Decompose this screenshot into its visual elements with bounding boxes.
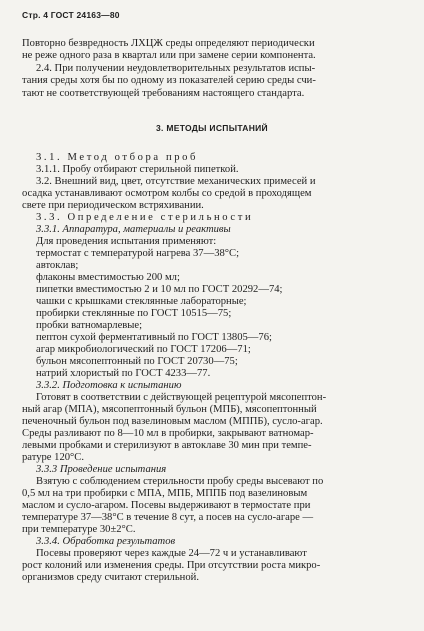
text-line: 2.4. При получении неудовлетворительных результатов испы- [36, 63, 316, 74]
subsection-heading: 3.3.2. Подготовка к испытанию [36, 380, 182, 391]
text-line: Взятую с соблюдением стерильности пробу среды высевают по [36, 476, 324, 487]
text-line: тают не соответствующей требованиям настоящего стандарта. [22, 88, 305, 99]
list-item: флаконы вместимостью 200 мл; [36, 272, 180, 283]
text-line: Для проведения испытания применяют: [36, 236, 217, 247]
text-line: рост колоний или изменения среды. При отсутствии роста микро- [22, 560, 321, 571]
page-header: Стр. 4 ГОСТ 24163—80 [22, 10, 120, 20]
list-item: чашки с крышками стеклянные лабораторные; [36, 296, 247, 307]
list-item: автоклав; [36, 260, 79, 271]
subsection-heading: 3.3.3 Проведение испытания [36, 464, 167, 475]
text-line: печеночный бульон под вазелиновым маслом (МППБ), сусло-агар. [22, 416, 323, 427]
text-line: 0,5 мл на три пробирки с МПА, МПБ, МППБ под вазелиновым [22, 488, 308, 499]
list-item: пробирки стеклянные по ГОСТ 10515—75; [36, 308, 232, 319]
text-line: при температуре 30±2°С. [22, 524, 136, 535]
subsection-heading: 3.3.4. Обработка результатов [36, 536, 176, 547]
text-line: Посевы проверяют через каждые 24—72 ч и устанавливают [36, 548, 307, 559]
subsection-heading: 3.3.1. Аппаратура, материалы и реактивы [36, 224, 231, 235]
text-line: 3.1.1. Пробу отбирают стерильной пипеткой. [36, 164, 239, 175]
text-line: Среды разливают по 8—10 мл в пробирки, закрывают ватномар- [22, 428, 314, 439]
text-line: организмов среду считают стерильной. [22, 572, 199, 583]
text-line: температуре 37—38°С в течение 8 сут, а посев на сусло-агаре — [22, 512, 314, 523]
list-item: агар микробиологический по ГОСТ 17206—71; [36, 344, 251, 355]
subsection-heading: 3.1. Метод отбора проб [36, 152, 199, 163]
text-line: 3.2. Внешний вид, цвет, отсутствие механических примесей и [36, 176, 316, 187]
text-line: не реже одного раза в квартал или при замене серии компонента. [22, 50, 316, 61]
subsection-heading: 3.3. Определение стерильности [36, 212, 254, 223]
text-line: ратуре 120°С. [22, 452, 85, 463]
text-line: левыми пробками и стерилизуют в автоклаве 30 мин при темпе- [22, 440, 312, 451]
text-line: осадка устанавливают осмотром колбы со средой в проходящем [22, 188, 312, 199]
text-line: Повторно безвредность ЛХЦЖ среды определяют периодически [22, 38, 315, 49]
section-title: 3. МЕТОДЫ ИСПЫТАНИЙ [156, 123, 268, 133]
list-item: пептон сухой ферментативный по ГОСТ 13805—76; [36, 332, 272, 343]
list-item: пипетки вместимостью 2 и 10 мл по ГОСТ 20292—74; [36, 284, 283, 295]
list-item: бульон мясопептонный по ГОСТ 20730—75; [36, 356, 238, 367]
text-line: ный агар (МПА), мясопептонный бульон (МПБ), мясопептонный [22, 404, 317, 415]
text-line: Готовят в соответствии с действующей рецептурой мясопептон- [36, 392, 327, 403]
list-item: натрий хлористый по ГОСТ 4233—77. [36, 368, 211, 379]
text-line: маслом и сусло-агаром. Посевы выдерживают в термостате при [22, 500, 311, 511]
text-line: свете при периодическом встряхивании. [22, 200, 204, 211]
list-item: термостат с температурой нагрева 37—38°С; [36, 248, 240, 259]
text-line: тания среды хотя бы по одному из показателей серию среды счи- [22, 75, 316, 86]
list-item: пробки ватномарлевые; [36, 320, 143, 331]
